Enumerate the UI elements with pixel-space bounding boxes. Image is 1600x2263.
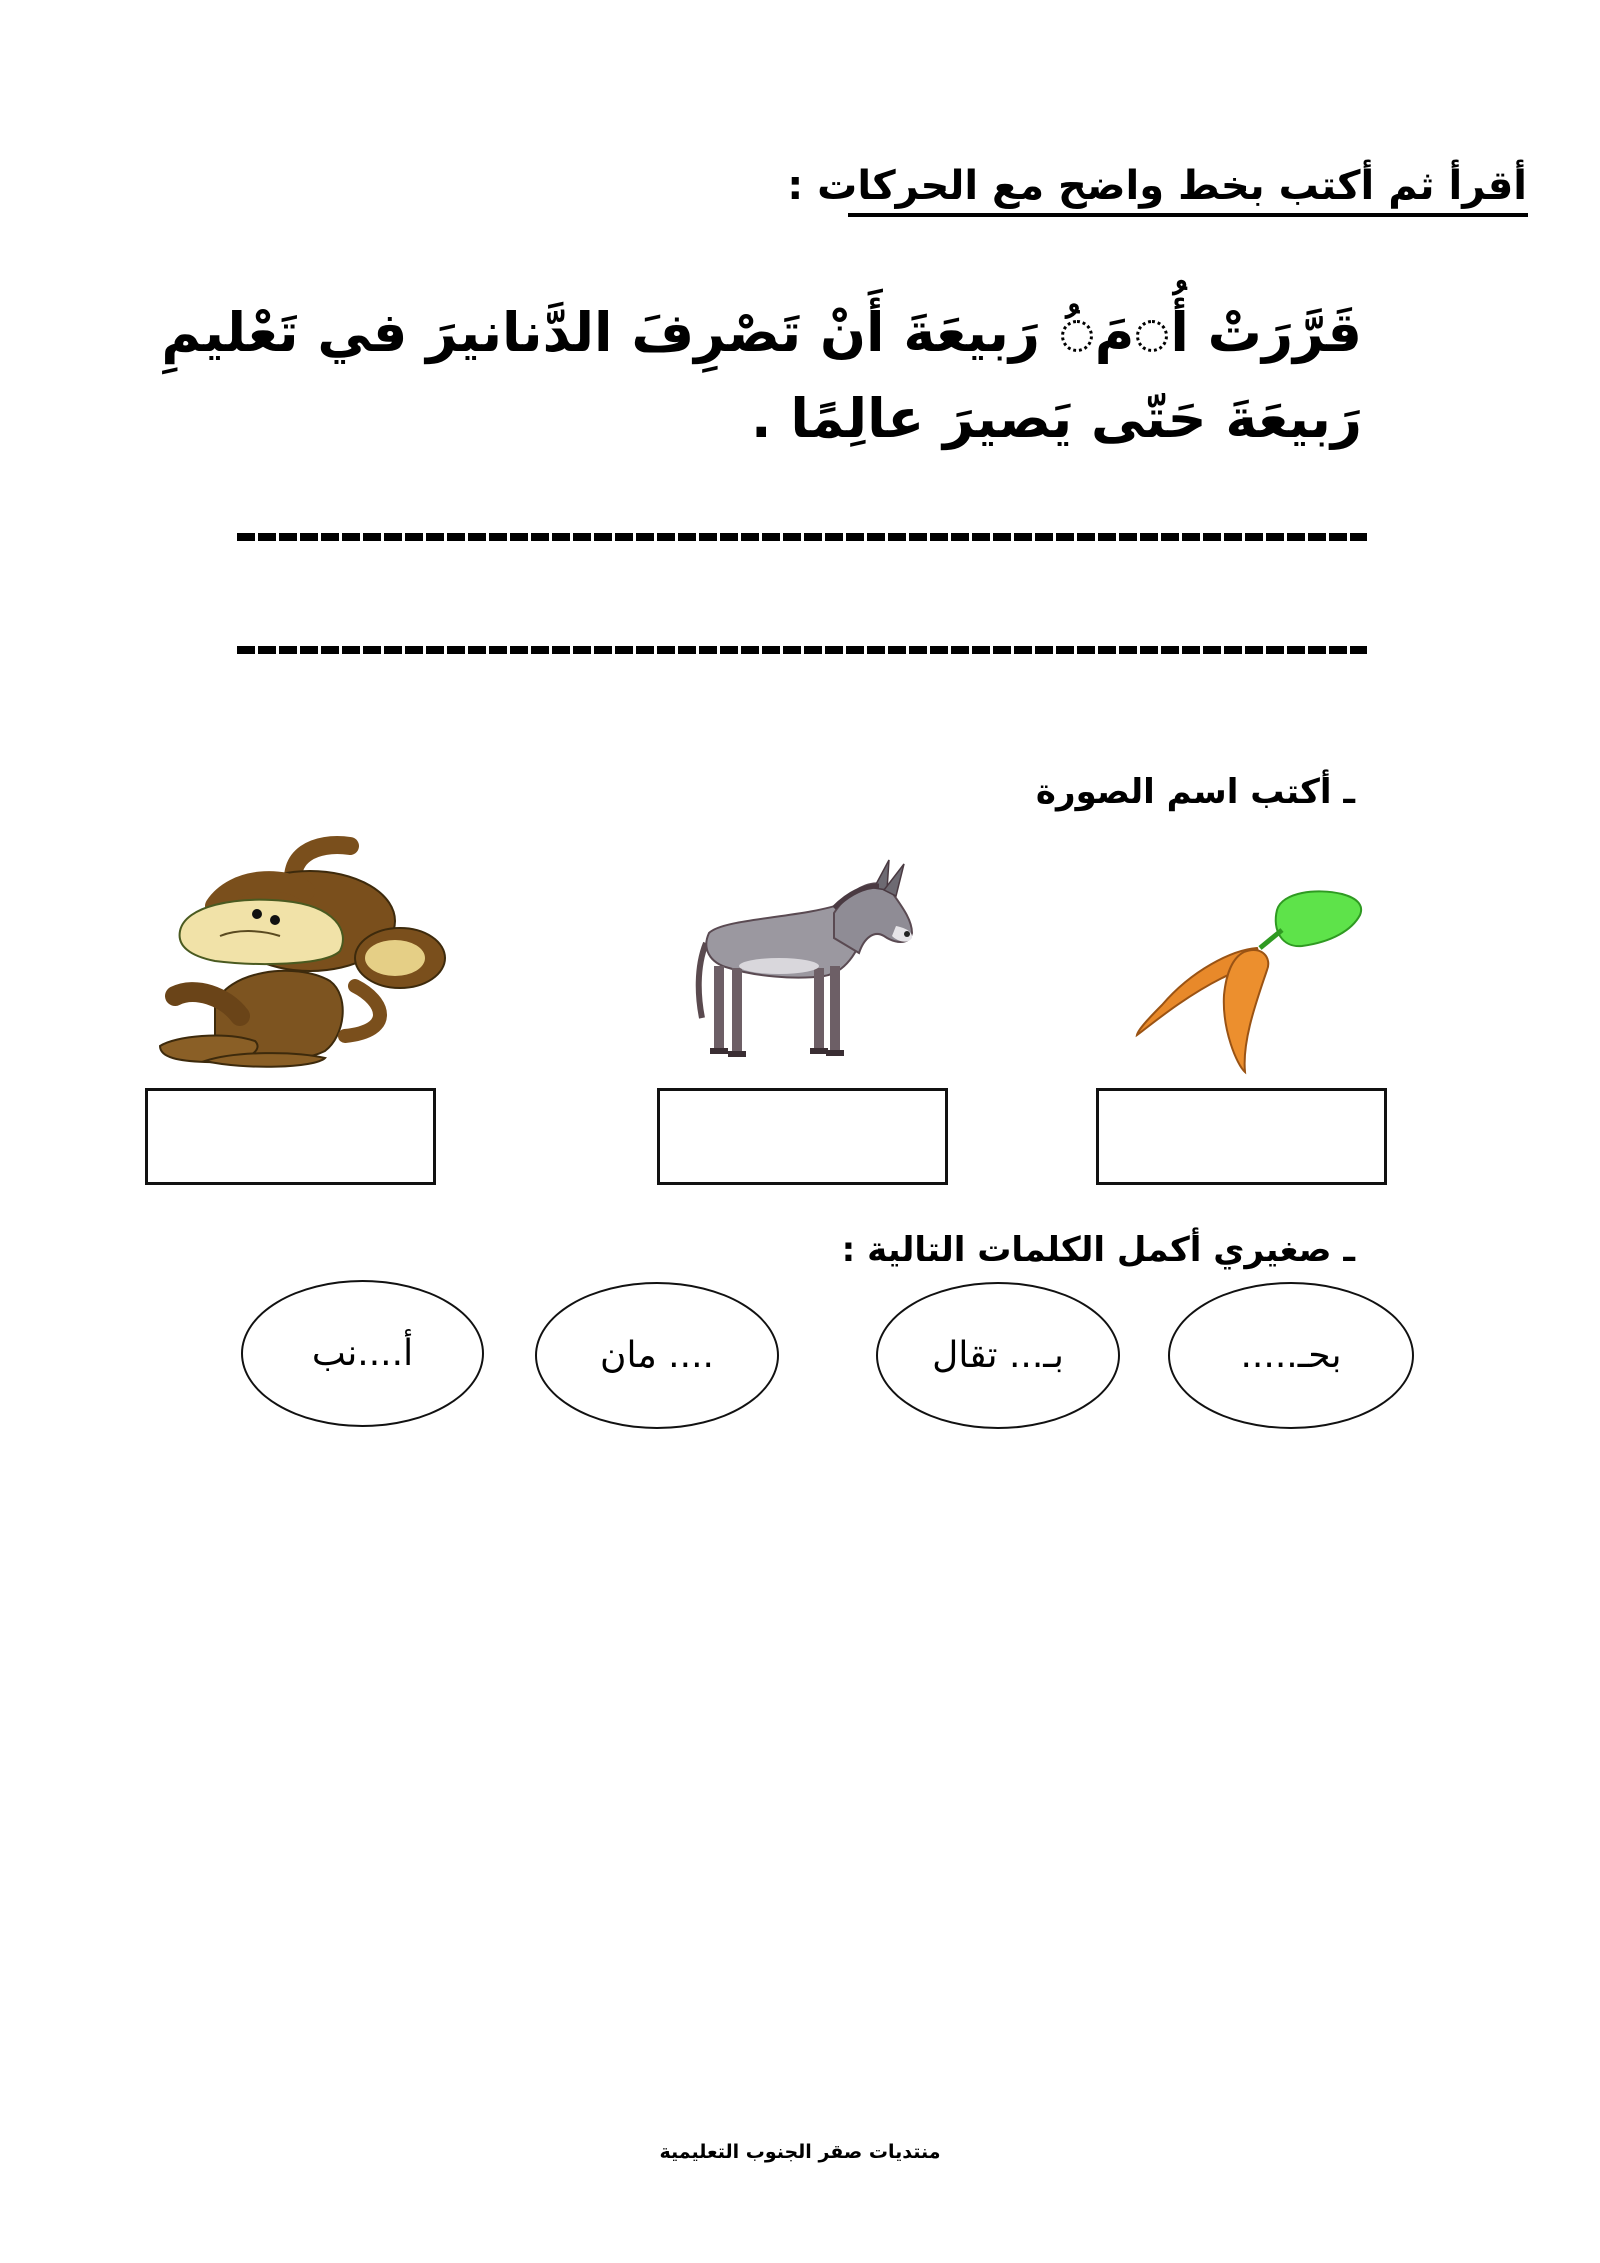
- carrot-icon: [1132, 880, 1368, 1076]
- answer-box-monkey[interactable]: [145, 1088, 436, 1185]
- word-ellipse-2[interactable]: [535, 1282, 779, 1429]
- word-ellipse-3[interactable]: [876, 1282, 1120, 1429]
- word-ellipse-4[interactable]: [1168, 1282, 1414, 1429]
- passage-line-1: [161, 290, 1362, 376]
- passage-text: مَ: [1094, 301, 1135, 364]
- word-ellipse-1[interactable]: [241, 1280, 484, 1427]
- answer-box-carrot[interactable]: [1096, 1088, 1387, 1185]
- reading-passage: [161, 290, 1362, 462]
- worksheet-title: أقرأ ثم أكتب بخط واضح مع الحركات :: [787, 163, 1527, 209]
- passage-text: قَرَّرَتْ أُ: [1170, 301, 1362, 364]
- passage-line-2: رَبيعَةَ حَتّى يَصيرَ عالِمًا .: [751, 387, 1362, 450]
- word-text: بحـ.....: [1240, 1335, 1342, 1376]
- passage-text: ُ رَبيعَةَ أَنْ تَصْرِفَ الدَّنانيرَ في تَعْليمِ: [161, 301, 1059, 364]
- footer-text: منتديات صقر الجنوب التعليمية: [659, 2141, 941, 2163]
- monkey-icon: [145, 836, 445, 1070]
- dotted-circle-icon: [1136, 320, 1168, 352]
- word-text: بـ... تقال: [932, 1335, 1064, 1376]
- title-underline: [848, 213, 1528, 217]
- donkey-icon: [684, 858, 916, 1063]
- word-text: أ....نب: [311, 1333, 414, 1374]
- complete-words-heading: ـ صغيري أكمل الكلمات التالية :: [841, 1230, 1355, 1270]
- answer-box-donkey[interactable]: [657, 1088, 948, 1185]
- name-pictures-heading: ـ أكتب اسم الصورة: [1035, 772, 1355, 812]
- writing-line-1[interactable]: [237, 533, 1367, 541]
- dotted-circle-icon: [1061, 320, 1093, 352]
- writing-line-2[interactable]: [237, 646, 1367, 654]
- word-text: .... مان: [600, 1335, 714, 1376]
